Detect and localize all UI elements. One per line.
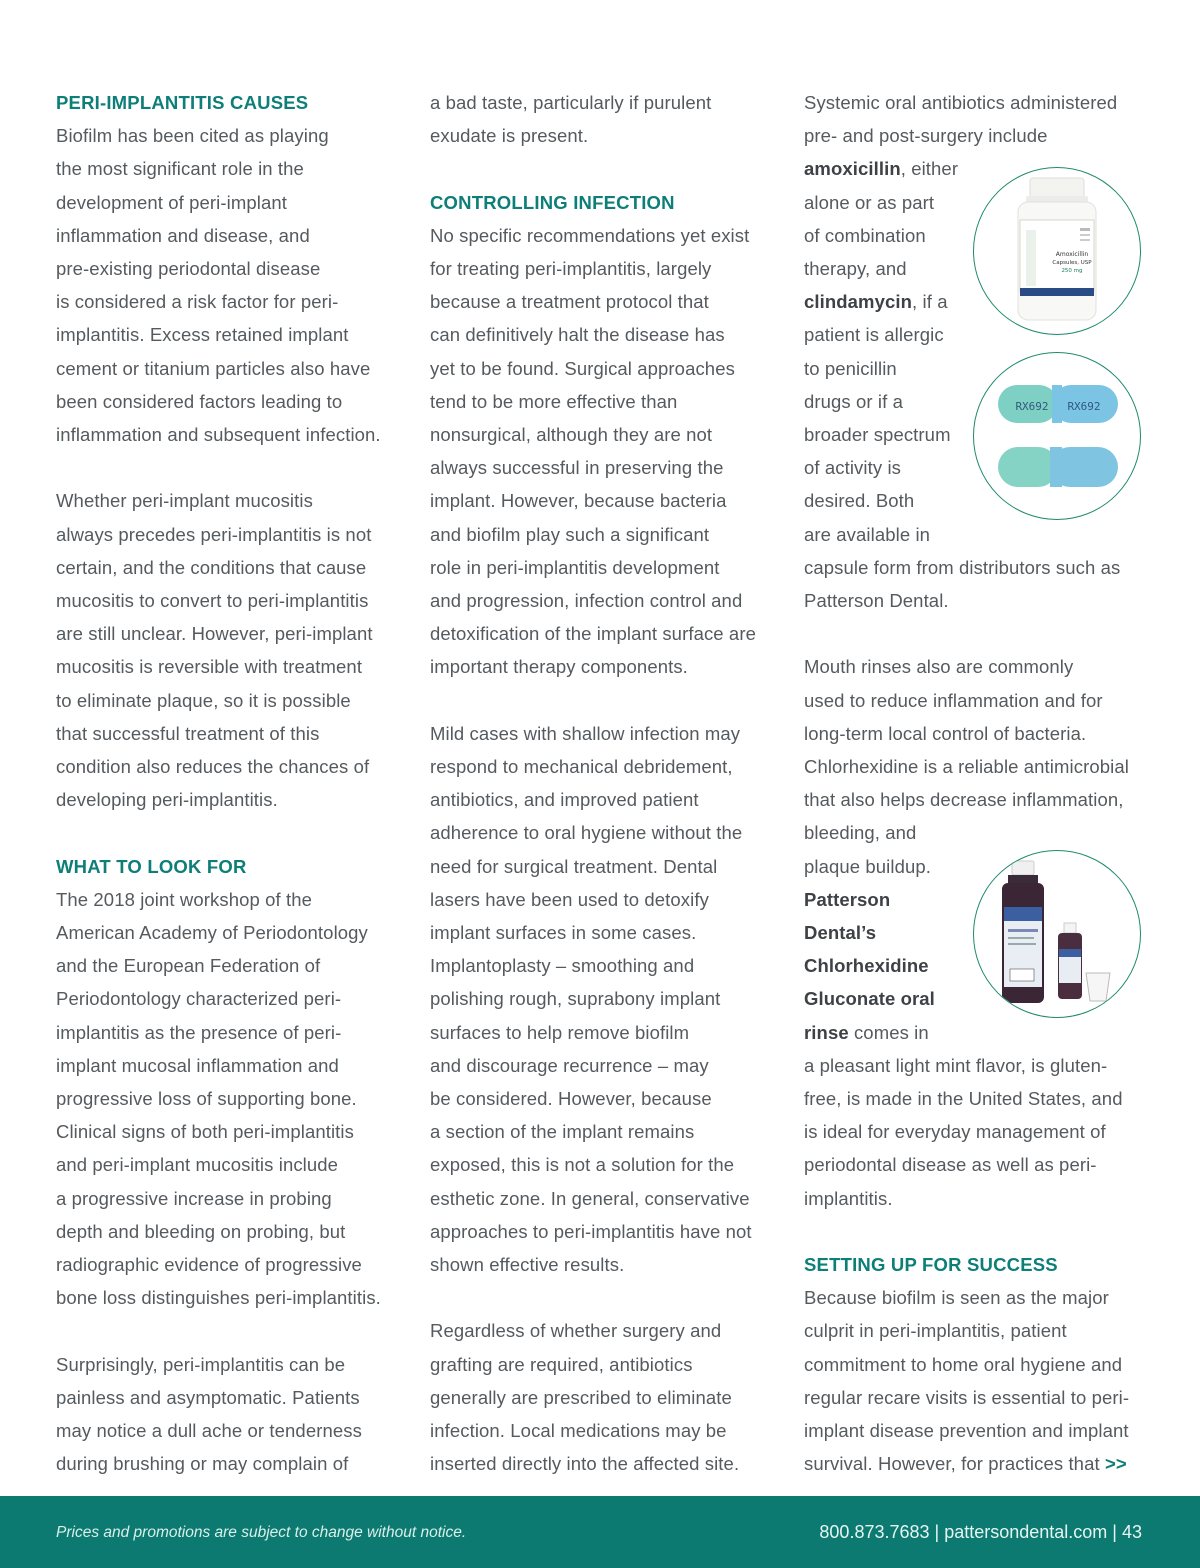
text-line: bleeding, and [804, 822, 917, 844]
text-line: approaches to peri-implantitis have not [430, 1220, 752, 1242]
text-line: and peri-implant mucositis include [56, 1154, 339, 1176]
text-line: role in peri-implantitis development [430, 556, 720, 578]
text-line: patient is allergic [804, 324, 944, 346]
column-2 [430, 86, 780, 1480]
paragraph-workshop [56, 883, 406, 1315]
text-line: is considered a risk factor for peri- [56, 291, 339, 313]
text-line: always precedes peri-implantitis is not [56, 523, 372, 545]
text-line: Periodontology characterized peri- [56, 988, 342, 1010]
text-line: tend to be more effective than [430, 390, 678, 412]
text-line: be considered. However, because [430, 1088, 712, 1110]
amoxicillin-bottle-image [973, 167, 1141, 335]
text-line: Because biofilm is seen as the major [804, 1287, 1109, 1309]
text-line: grafting are required, antibiotics [430, 1353, 693, 1375]
text-line: exposed, this is not a solution for the [430, 1154, 735, 1176]
text-line: broader spectrum [804, 424, 951, 446]
paragraph-biofilm [56, 119, 406, 451]
text-line: rinse comes in [804, 1021, 929, 1043]
text-line: can definitively halt the disease has [430, 324, 725, 346]
text-line: exudate is present. [430, 125, 589, 147]
text-line: Systemic oral antibiotics administered [804, 92, 1118, 113]
text-line: generally are prescribed to eliminate [430, 1386, 732, 1408]
text-line: important therapy components. [430, 656, 688, 678]
text-line: that successful treatment of this [56, 722, 320, 744]
footer-contact[interactable]: 800.873.7683 | pattersondental.com | 43 [819, 1522, 1142, 1542]
text-line: and progression, infection control and [430, 590, 743, 612]
text-line: Surprisingly, peri-implantitis can be [56, 1353, 346, 1375]
text-line: Implantoplasty – smoothing and [430, 955, 695, 977]
text-line: because a treatment protocol that [430, 291, 709, 313]
text-line: painless and asymptomatic. Patients [56, 1386, 360, 1408]
text-line: progressive loss of supporting bone. [56, 1088, 357, 1110]
text-line: always successful in preserving the [430, 457, 724, 479]
text-line: nonsurgical, although they are not [430, 424, 713, 446]
text-line: implant. However, because bacteria [430, 490, 727, 512]
text-line: cement or titanium particles also have [56, 357, 371, 379]
text-line: implantitis as the presence of peri- [56, 1021, 342, 1043]
svg-text:Amoxicillin: Amoxicillin [1055, 251, 1089, 258]
text-line: American Academy of Periodontology [56, 922, 368, 944]
text-line: implantitis. Excess retained implant [56, 324, 349, 346]
page-footer [0, 1496, 1200, 1568]
text-line: certain, and the conditions that cause [56, 556, 367, 578]
text-line: to penicillin [804, 357, 897, 379]
product-name-line: Gluconate oral [804, 988, 935, 1010]
chlorhexidine-rinse-image [973, 850, 1141, 1018]
text-line: surfaces to help remove biofilm [430, 1021, 690, 1043]
text-line: shown effective results. [430, 1254, 625, 1276]
text-line: implant mucosal inflammation and [56, 1054, 339, 1076]
heading-setting-up-for-success: SETTING UP FOR SUCCESS [804, 1254, 1058, 1276]
text-line: Biofilm has been cited as playing [56, 125, 329, 147]
text-line: radiographic evidence of progressive [56, 1254, 362, 1276]
svg-text:250 mg: 250 mg [1061, 268, 1083, 274]
heading-what-to-look-for: WHAT TO LOOK FOR [56, 855, 247, 877]
text-line: to eliminate plaque, so it is possible [56, 689, 351, 711]
svg-text:RX692: RX692 [1015, 400, 1049, 413]
text-line: are still unclear. However, peri-implant [56, 623, 373, 645]
text-line: implantitis. [804, 1187, 893, 1209]
text-line: implant surfaces in some cases. [430, 922, 697, 944]
text-line: commitment to home oral hygiene and [804, 1353, 1123, 1375]
paragraph-mild-cases [430, 717, 780, 1281]
text-line: No specific recommendations yet exist [430, 224, 750, 246]
text-line: pre-existing periodontal disease [56, 258, 321, 280]
text-line: implant disease prevention and implant [804, 1420, 1129, 1442]
text-line: the most significant role in the [56, 158, 304, 180]
text-line: Mild cases with shallow infection may [430, 722, 741, 744]
text-line: regular recare visits is essential to peri- [804, 1386, 1130, 1408]
heading-controlling-infection: CONTROLLING INFECTION [430, 191, 675, 213]
text-line: alone or as part [804, 191, 935, 213]
text-line: plaque buildup. [804, 855, 931, 877]
text-line: bone loss distinguishes peri-implantitis. [56, 1287, 381, 1309]
text-line: of activity is [804, 457, 902, 479]
text-line: and the European Federation of [56, 955, 321, 977]
text-line: infection. Local medications may be [430, 1420, 727, 1442]
text-line: periodontal disease as well as peri- [804, 1154, 1097, 1176]
product-name-line: Chlorhexidine [804, 955, 929, 977]
continue-arrow-icon[interactable]: >> [1104, 1453, 1127, 1475]
column-1 [56, 86, 406, 1480]
text-line: development of peri-implant [56, 191, 287, 213]
text-line: free, is made in the United States, and [804, 1088, 1123, 1110]
text-line: a pleasant light mint flavor, is gluten- [804, 1054, 1108, 1076]
footer-disclaimer: Prices and promotions are subject to change without notice. [56, 1524, 467, 1541]
text-line: condition also reduces the chances of [56, 756, 370, 778]
text-line: adherence to oral hygiene without the [430, 822, 743, 844]
text-line: are available in [804, 523, 931, 545]
text-line: esthetic zone. In general, conservative [430, 1187, 750, 1209]
drug-amoxicillin: amoxicillin [804, 158, 901, 180]
text-line: Regardless of whether surgery and [430, 1320, 722, 1342]
text-line: Whether peri-implant mucositis [56, 490, 313, 512]
text-line: lasers have been used to detoxify [430, 888, 709, 910]
text-line: antibiotics, and improved patient [430, 789, 699, 811]
text-line: detoxification of the implant surface are [430, 623, 756, 645]
paragraph-recommendations [430, 219, 780, 684]
text-line: survival. However, for practices that >> [804, 1453, 1127, 1475]
text-line: amoxicillin, either [804, 158, 959, 180]
drug-clindamycin: clindamycin [804, 291, 913, 313]
text-line: pre- and post-surgery include [804, 125, 1048, 147]
text-line: mucositis to convert to peri-implantitis [56, 590, 369, 612]
text-line: developing peri-implantitis. [56, 789, 278, 811]
text-line: Chlorhexidine is a reliable antimicrobial [804, 756, 1129, 778]
text-line: and biofilm play such a significant [430, 523, 710, 545]
svg-text:Capsules, USP: Capsules, USP [1052, 260, 1092, 266]
text-line: capsule form from distributors such as [804, 556, 1121, 578]
paragraph-mucositis [56, 484, 406, 816]
text-line: inflammation and disease, and [56, 224, 310, 246]
paragraph-antibiotics [430, 1314, 780, 1480]
product-name-line: Dental’s [804, 922, 877, 944]
text-line: mucositis is reversible with treatment [56, 656, 363, 678]
text-line: and discourage recurrence – may [430, 1054, 709, 1076]
text-line: Clinical signs of both peri-implantitis [56, 1121, 354, 1143]
text-line: depth and bleeding on probing, but [56, 1220, 346, 1242]
paragraph-asymptomatic [56, 1348, 406, 1481]
text-line: drugs or if a [804, 390, 903, 412]
text-line: of combination [804, 224, 926, 246]
text-line: Mouth rinses also are commonly [804, 656, 1074, 678]
text-line: respond to mechanical debridement, [430, 756, 733, 778]
svg-text:RX692: RX692 [1067, 400, 1101, 413]
text-line: inserted directly into the affected site. [430, 1453, 740, 1475]
text-line: during brushing or may complain of [56, 1453, 349, 1475]
text-line: may notice a dull ache or tenderness [56, 1420, 362, 1442]
heading-causes: PERI-IMPLANTITIS CAUSES [56, 92, 309, 113]
clindamycin-capsules-image [973, 352, 1141, 520]
text-line: desired. Both [804, 490, 915, 512]
text-line: been considered factors leading to [56, 390, 343, 412]
text-line: for treating peri-implantitis, largely [430, 258, 712, 279]
text-line: culprit in peri-implantitis, patient [804, 1320, 1067, 1342]
text-line: a section of the implant remains [430, 1121, 695, 1143]
text-line: a bad taste, particularly if purulent [430, 92, 712, 113]
text-line: is ideal for everyday management of [804, 1121, 1106, 1143]
text-line: polishing rough, suprabony implant [430, 988, 721, 1010]
product-name-line: Patterson [804, 888, 891, 910]
text-line: clindamycin, if a [804, 291, 948, 313]
text-line: used to reduce inflammation and for [804, 689, 1103, 711]
text-line: yet to be found. Surgical approaches [430, 357, 735, 379]
text-line: inflammation and subsequent infection. [56, 424, 381, 446]
text-line: a progressive increase in probing [56, 1187, 332, 1209]
paragraph-bad-taste [430, 86, 780, 152]
text-line: that also helps decrease inflammation, [804, 789, 1124, 811]
text-line: therapy, and [804, 258, 907, 280]
text-line: The 2018 joint workshop of the [56, 888, 312, 910]
text-line: long-term local control of bacteria. [804, 722, 1087, 744]
text-line: Patterson Dental. [804, 590, 949, 612]
text-line: need for surgical treatment. Dental [430, 855, 718, 877]
